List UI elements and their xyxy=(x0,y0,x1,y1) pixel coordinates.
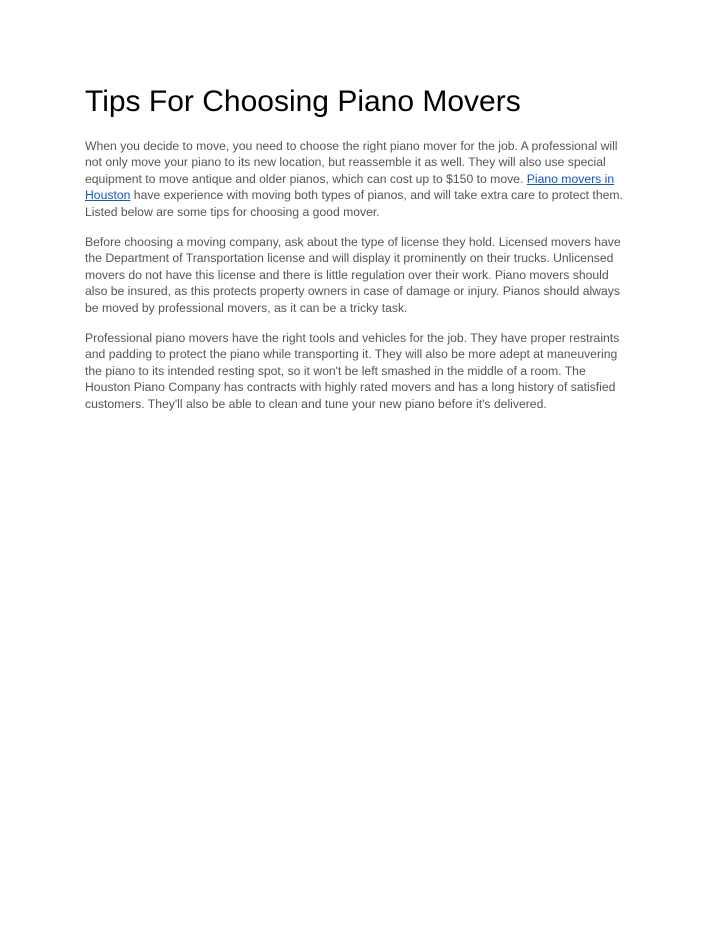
piano-movers-houston-link[interactable]: Piano movers in Houston xyxy=(85,171,615,203)
document-page xyxy=(85,84,633,426)
paragraph-intro-text-after-link: have experience with moving both types of pianos, and will take extra care to protect them. Listed below are some tips for choosing a good mover. xyxy=(85,188,623,219)
page-title: Tips For Choosing Piano Movers xyxy=(85,85,521,118)
paragraph-license: Before choosing a moving company, ask about the type of license they hold. Licensed movers have the Department of Transportation license and will display it prominently on their trucks. Unlicensed movers do not have this license and there is little regulation over their work. Piano movers should also be insured, as this protects property owners in case of damage or injury. Pianos should always be moved by professional movers, as it can be a tricky task. xyxy=(85,235,621,315)
paragraph-professional-movers: Professional piano movers have the right tools and vehicles for the job. They have proper restraints and padding to protect the piano while transporting it. They will also be more adept at maneuvering the piano to its intended resting spot, so it won't be left smashed in the middle of a room. The Houston Piano Company has contracts with highly rated movers and has a long history of satisfied customers. They'll also be able to clean and tune your new piano before it's delivered. xyxy=(85,331,620,411)
paragraph-intro xyxy=(85,138,633,220)
paragraph-intro-text-before-link: When you decide to move, you need to choose the right piano mover for the job. A professional will not only move your piano to its new location, but reassemble it as well. They will also use special equipment to move antique and older pianos, which can cost up to $150 to move. xyxy=(85,139,618,186)
